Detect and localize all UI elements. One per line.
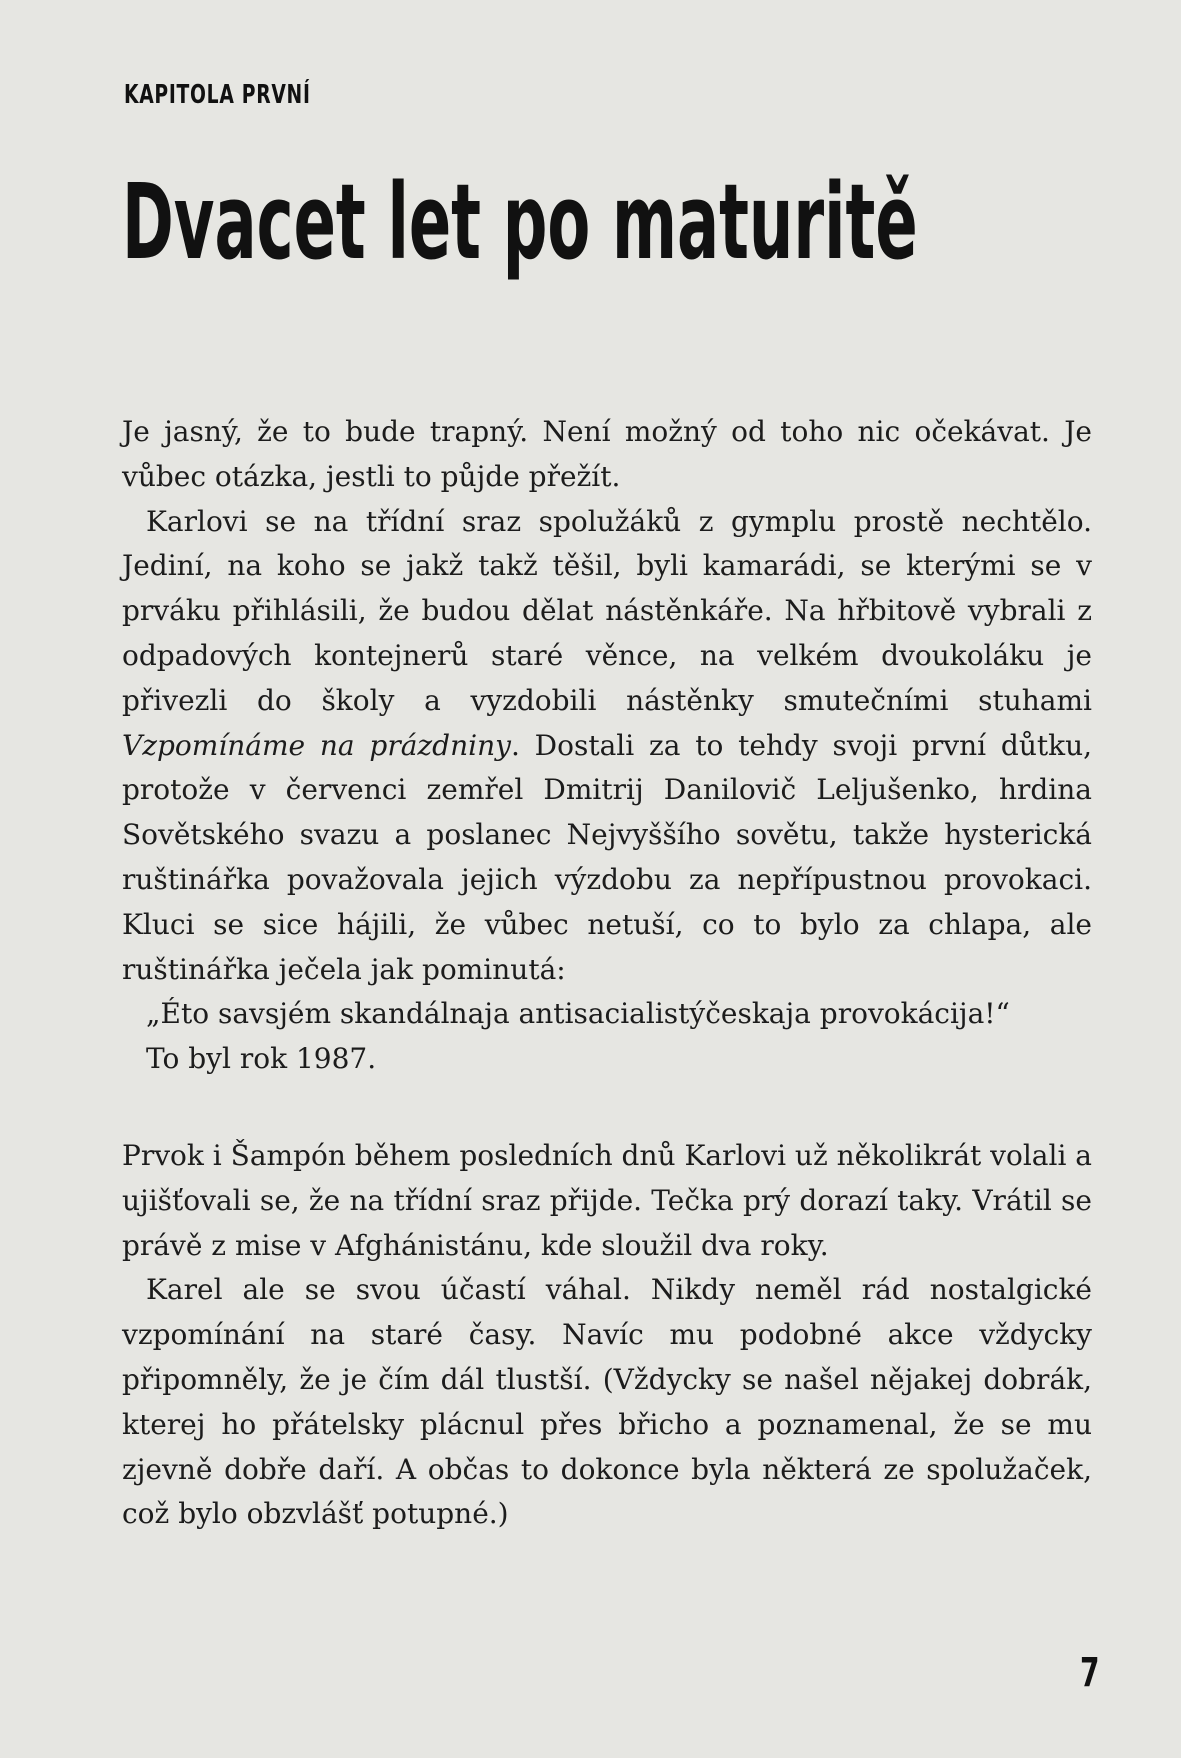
- paragraph-4: To byl rok 1987.: [146, 1042, 377, 1076]
- paragraph-2-text-b: . Dostali za to tehdy svoji první důtku, protože v červenci zemřel Dmitrij Danilovič Leljušenko, hrdina Sovětského svazu a poslanec Nejvyššího sovětu, takže hysterická ruštinářka považovala jejich výzdobu za nepřípustnou provokaci. Kluci se sice hájili, že vůbec netuší, co to bylo za chlapa, ale ruštinářka ječela jak pominutá:: [122, 728, 1093, 986]
- paragraph-2-italic: Vzpomínáme na prázdniny: [122, 728, 511, 762]
- paragraph-2: [122, 500, 1092, 993]
- section-1: [122, 410, 1092, 1082]
- paragraph-5: Prvok i Šampón během posledních dnů Karlovi už několikrát volali a ujišťovali se, že na třídní sraz přijde. Tečka prý dorazí taky. Vrátil se právě z mise v Afghánistánu, kde sloužil dva roky.: [122, 1139, 1092, 1262]
- paragraph-3-quote: „Éto savsjém skandálnaja antisacialistýčeskaja provokácija!“: [146, 997, 1010, 1031]
- chapter-title: Dvacet let po maturitě: [122, 161, 918, 283]
- section-2: [122, 1134, 1092, 1537]
- page-number: 7: [1080, 1650, 1100, 1696]
- paragraph-2-text-a: Karlovi se na třídní sraz spolužáků z gymplu prostě nechtělo. Jediní, na koho se jakž takž těšil, byli kamarádi, se kterými se v prváku přihlásili, že budou dělat nástěnkáře. Na hřbitově vybrali z odpadových kontejnerů staré věnce, na velkém dvoukoláku je přivezli do školy a vyzdobili nástěnky smutečními stuhami: [122, 504, 1092, 717]
- paragraph-6: Karel ale se svou účastí váhal. Nikdy neměl rád nostalgické vzpomínání na staré časy. Navíc mu podobné akce vždycky připomněly, že je čím dál tlustší. (Vždycky se našel nějakej dobrák, kterej ho přátelsky plácnul přes břicho a poznamenal, že se mu zjevně dobře daří. A občas to dokonce byla některá ze spolužaček, což bylo obzvlášť potupné.): [122, 1273, 1092, 1531]
- chapter-kicker: KAPITOLA PRVNÍ: [124, 80, 311, 110]
- paragraph-1: Je jasný, že to bude trapný. Není možný od toho nic očekávat. Je vůbec otázka, jestli to půjde přežít.: [122, 415, 1092, 493]
